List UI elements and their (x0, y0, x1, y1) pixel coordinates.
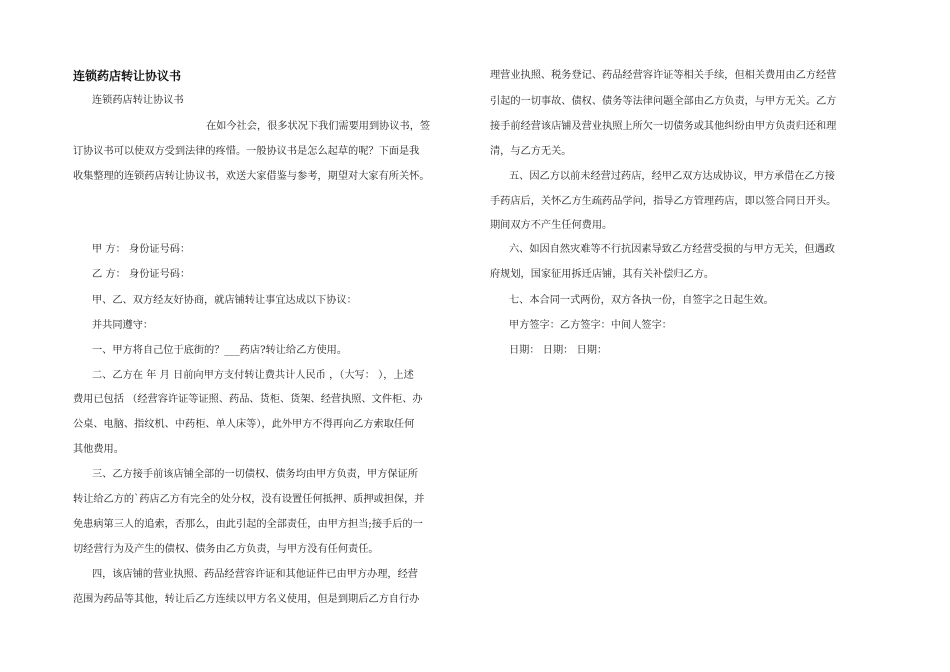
clause-6-line: 六、如因自然灾难等不行抗因素导致乙方经营受损的与甲方无关，但遇政 (509, 244, 835, 255)
clause-5-line: 手药店后，关怀乙方生疏药品学问，指导乙方管理药店，即以签合同日开头。 (490, 196, 837, 207)
paragraph-line: 收集整理的连锁药店转让协议书，欢送大家借鉴与参考，期望对大家有所关怀。 (73, 171, 430, 182)
clause-1-line: 一、甲方将自己位于底街的？___药店?转让给乙方使用。 (92, 345, 348, 356)
paragraph-line: 并共同遵守： (92, 320, 154, 331)
clause-3-line: 转让给乙方的`药店乙方有完全的处分权，没有设置任何抵押、质押或担保，并 (73, 494, 425, 505)
clause-3-line: 免患病第三人的追索，否那么，由此引起的全部责任，由甲方担当;接手后的一 (73, 519, 423, 530)
clause-2-line: 公桌、电脑、指纹机、中药柜、单人床等），此外甲方不得再向乙方索取任何 (73, 419, 415, 430)
paragraph-line: 甲、乙、双方经友好协商，就店铺转让事宜达成以下协议： (92, 295, 357, 306)
clause-4-line: 接手前经营该店铺及营业执照上所欠一切债务或其他纠纷由甲方负责归还和理 (490, 121, 837, 132)
signature-line: 甲方签字：乙方签字：中间人签字： (509, 320, 672, 331)
clause-4-line: 理营业执照、税务登记、药品经营容许证等相关手续，但相关费用由乙方经营 (490, 70, 837, 81)
clause-5-line: 期间双方不产生任何费用。 (490, 220, 613, 231)
date-line: 日期： 日期： 日期： (509, 345, 608, 356)
clause-2-line: 二、乙方在 年 月 日前向甲方支付转让费共计人民币 ，（大写： ），上述 (92, 370, 414, 381)
clause-4-line: 清，与乙方无关。 (490, 146, 572, 157)
document-title: 连锁药店转让协议书 (73, 69, 182, 83)
party-b-line: 乙 方： 身份证号码： (92, 269, 191, 280)
paragraph-line: 订协议书可以使双方受到法律的疼惜。一般协议书是怎么起草的呢？下面是我 (73, 146, 420, 157)
paragraph-line: 在如今社会，很多状况下我们需要用到协议书，签 (206, 121, 431, 132)
clause-4-line: 引起的一切事故、债权、债务等法律问题全部由乙方负责，与甲方无关。乙方 (490, 96, 837, 107)
clause-2-line: 其他费用。 (73, 444, 124, 455)
clause-4-line: 四，该店铺的营业执照、药品经营容许证和其他证件已由甲方办理，经营 (92, 569, 418, 580)
party-a-line: 甲 方： 身份证号码： (92, 244, 191, 255)
clause-6-line: 府规划，国家征用拆迁店铺，其有关补偿归乙方。 (490, 269, 715, 280)
clause-5-line: 五、因乙方以前未经营过药店，经甲乙双方达成协议，甲方承借在乙方接 (509, 171, 835, 182)
clause-4-line: 范围为药品等其他，转让后乙方连续以甲方名义使用，但是到期后乙方自行办 (73, 594, 420, 605)
subtitle-line: 连锁药店转让协议书 (92, 95, 184, 106)
clause-3-line: 三、乙方接手前该店铺全部的一切债权、债务均由甲方负责，甲方保证所 (92, 469, 418, 480)
clause-7-line: 七、本合同一式两份，双方各执一份，自签字之日起生效。 (509, 295, 774, 306)
clause-2-line: 费用已包括 （经营容许证等证照、药品、货柜、货架、经营执照、文件柜、办 (73, 394, 423, 405)
clause-3-line: 切经营行为及产生的债权、债务由乙方负责，与甲方没有任何责任。 (73, 544, 379, 555)
